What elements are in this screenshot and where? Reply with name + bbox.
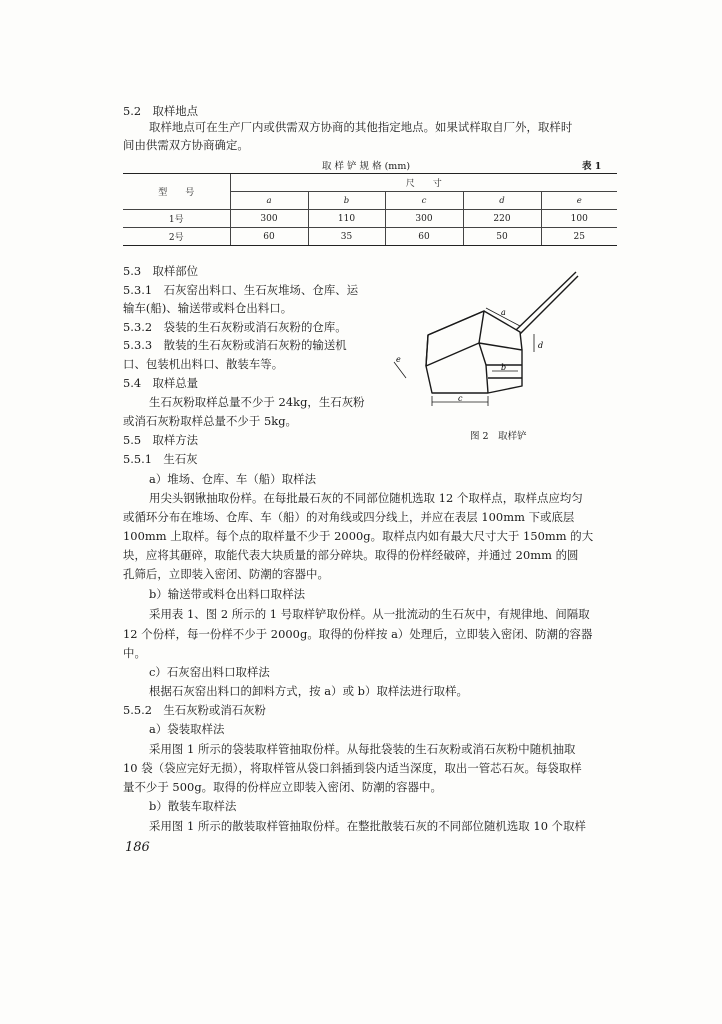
figure-label-d: d [538, 341, 544, 350]
shovel-handle [516, 272, 576, 330]
section-5-4-heading: 5.4 取样总量 [123, 376, 199, 390]
method-c-title: c）石灰窑出料口取样法 [149, 665, 270, 679]
table-cell-model: 1号 [123, 210, 230, 228]
method-b-title: b）输送带或料仓出料口取样法 [149, 587, 306, 601]
section-5-3-3-line1: 5.3.3 散装的生石灰粉或消石灰粉的输送机 [123, 338, 347, 352]
table-subheader-d: d [463, 192, 541, 210]
method-a-line: 100mm 上取样。每个点的取样量不少于 2000g。取样点内如有最大尺寸大于 150mm 的大 [123, 529, 594, 543]
table-cell: 50 [463, 228, 541, 246]
table-cell: 300 [385, 210, 463, 228]
method-e-title: b）散装车取样法 [149, 799, 237, 813]
section-5-3-1-line2: 输车(船)、输送带或料仓出料口。 [123, 301, 293, 315]
table-cell: 300 [230, 210, 308, 228]
sampling-shovel-figure [388, 268, 588, 410]
method-a-line: 用尖头钢锹抽取份样。在每批最石灰的不同部位随机选取 12 个取样点，取样点应均匀 [149, 491, 583, 505]
table-header-model: 型 号 [123, 174, 230, 210]
table-cell: 100 [541, 210, 617, 228]
method-d-title: a）袋装取样法 [149, 722, 225, 736]
table-cell: 60 [385, 228, 463, 246]
figure2-caption: 图 2 取样铲 [470, 431, 527, 442]
table-subheader-c: c [385, 192, 463, 210]
method-b-line: 12 个份样，每一份样不少于 2000g。取得的份样按 a）处理后，立即装入密闭、防潮的容器 [123, 627, 593, 641]
figure-label-c: c [458, 394, 463, 403]
method-d-line: 量不少于 500g。取得的份样应立即装入密闭、防潮的容器中。 [123, 780, 442, 794]
page-number: 186 [125, 840, 150, 855]
figure-label-b: b [501, 363, 507, 372]
section-5-3-heading: 5.3 取样部位 [123, 264, 199, 278]
table-subheader-b: b [308, 192, 385, 210]
table-cell-model: 2号 [123, 228, 230, 246]
section-5-5-1-heading: 5.5.1 生石灰 [123, 452, 198, 466]
table-cell: 25 [541, 228, 617, 246]
section-5-2-line1: 取样地点可在生产厂内或供需双方协商的其他指定地点。如果试样取自厂外，取样时 [149, 120, 573, 134]
section-5-4-line2: 或消石灰粉取样总量不少于 5kg。 [123, 414, 297, 428]
table-subheader-e: e [541, 192, 617, 210]
table-row [123, 210, 617, 228]
figure-label-a: a [501, 308, 506, 317]
method-b-line: 采用表 1、图 2 所示的 1 号取样铲取份样。从一批流动的生石灰中，有规律地、间隔取 [149, 607, 590, 621]
section-5-4-line1: 生石灰粉取样总量不少于 24kg，生石灰粉 [149, 395, 365, 409]
table-cell: 35 [308, 228, 385, 246]
method-a-line: 块，应将其砸碎，取能代表大块质量的部分碎块。取得的份样经破碎，并通过 20mm 的圆 [123, 548, 579, 562]
method-e-line: 采用图 1 所示的散装取样管抽取份样。在整批散装石灰的不同部位随机选取 10 个取样 [149, 819, 586, 833]
table1-title: 取 样 铲 规 格 (mm) [322, 161, 411, 172]
section-5-3-1-line1: 5.3.1 石灰窑出料口、生石灰堆场、仓库、运 [123, 283, 359, 297]
method-b-line: 中。 [123, 646, 146, 660]
method-a-line: 或循环分布在堆场、仓库、车（船）的对角线或四分线上，并应在表层 100mm 下或底层 [123, 510, 575, 524]
method-c-line: 根据石灰窑出料口的卸料方式，按 a）或 b）取样法进行取样。 [149, 684, 468, 698]
table1-label: 表 1 [582, 161, 602, 172]
section-5-3-2: 5.3.2 袋装的生石灰粉或消石灰粉的仓库。 [123, 320, 347, 334]
section-5-3-3-line2: 口、包装机出料口、散装车等。 [123, 357, 284, 371]
method-a-title: a）堆场、仓库、车（船）取样法 [149, 472, 317, 486]
table-header-dim: 尺 寸 [230, 174, 617, 192]
table-cell: 220 [463, 210, 541, 228]
spec-table [123, 173, 617, 246]
method-d-line: 采用图 1 所示的袋装取样管抽取份样。从每批袋装的生石灰粉或消石灰粉中随机抽取 [149, 742, 576, 756]
table-row [123, 228, 617, 246]
section-5-2-line2: 间由供需双方协商确定。 [123, 138, 249, 152]
figure-label-e: e [396, 355, 401, 364]
method-d-line: 10 袋（袋应完好无损），将取样管从袋口斜插到袋内适当深度，取出一管芯石灰。每袋取样 [123, 761, 582, 775]
table-cell: 60 [230, 228, 308, 246]
method-a-line: 孔筛后，立即装入密闭、防潮的容器中。 [123, 567, 329, 581]
table-subheader-a: a [230, 192, 308, 210]
section-5-5-2-heading: 5.5.2 生石灰粉或消石灰粉 [123, 703, 266, 717]
table-cell: 110 [308, 210, 385, 228]
section-5-5-heading: 5.5 取样方法 [123, 433, 199, 447]
section-5-2-heading: 5.2 取样地点 [123, 104, 199, 118]
